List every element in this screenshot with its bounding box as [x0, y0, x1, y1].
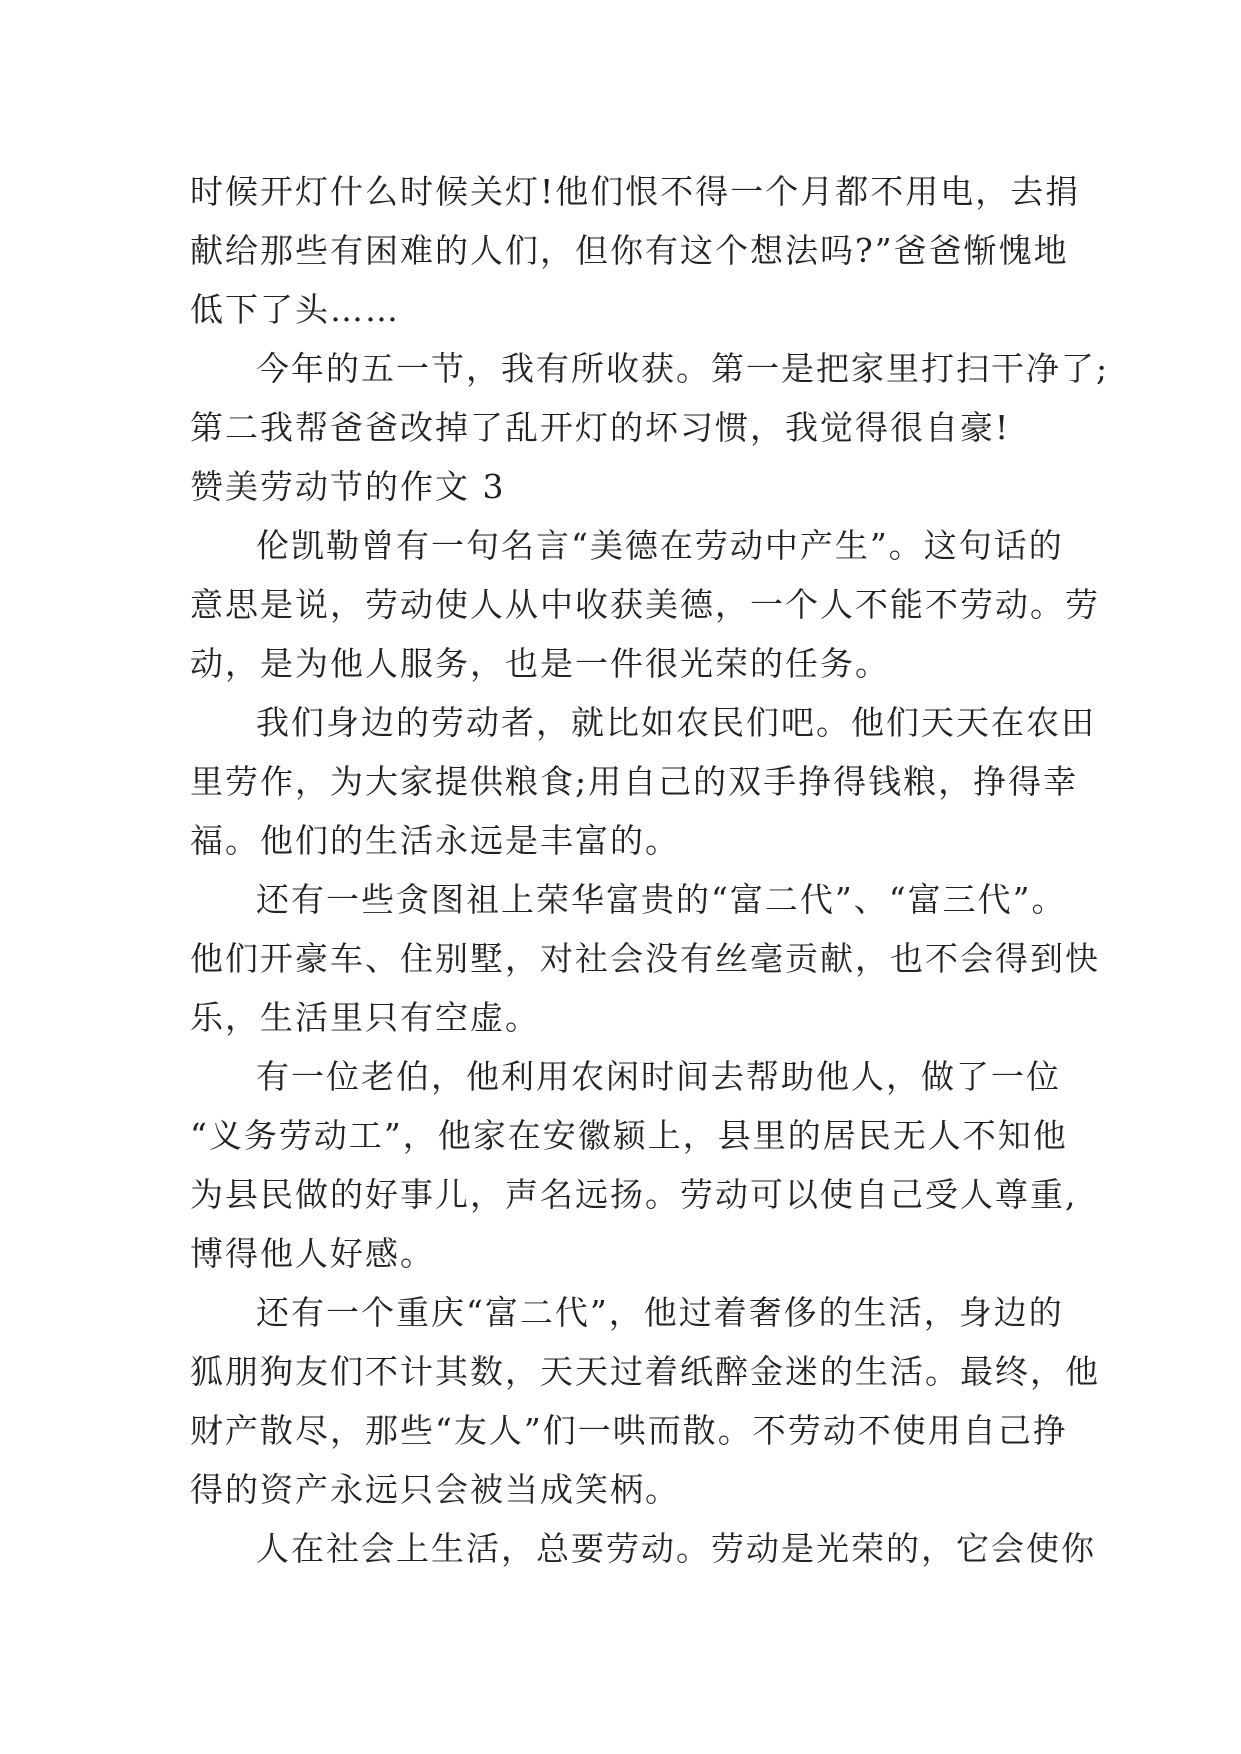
paragraph-start-line: 我们身边的劳动者，就比如农民们吧。他们天天在农田 [256, 703, 1096, 742]
document-body [190, 162, 1110, 1578]
paragraph-start-line: 今年的五一节，我有所收获。第一是把家里打扫干净了; [256, 349, 1110, 388]
paragraph-start-line: 伦凯勒曾有一句名言“美德在劳动中产生”。这句话的 [256, 526, 1064, 565]
text-line: 里劳作，为大家提供粮食;用自己的双手挣得钱粮，挣得幸 [190, 762, 1079, 801]
text-line: 福。他们的生活永远是丰富的。 [190, 821, 680, 860]
text-line: 财产散尽，那些“友人”们一哄而散。不劳动不使用自己挣 [190, 1411, 1068, 1450]
text-line: 他们开豪车、住别墅，对社会没有丝毫贡献，也不会得到快 [190, 939, 1100, 978]
paragraph-start-line: 还有一个重庆“富二代”，他过着奢侈的生活，身边的 [256, 1293, 1064, 1332]
text-line: 低下了头…… [190, 290, 400, 329]
text-line: 意思是说，劳动使人从中收获美德，一个人不能不劳动。劳 [190, 585, 1100, 624]
text-line: 时候开灯什么时候关灯!他们恨不得一个月都不用电，去捐 [190, 172, 1081, 211]
section-heading: 赞美劳动节的作文 3 [190, 467, 506, 506]
paragraph-start-line: 还有一些贪图祖上荣华富贵的“富二代”、“富三代”。 [256, 880, 1067, 919]
text-line: “义务劳动工”，他家在安徽颍上，县里的居民无人不知他 [190, 1116, 1068, 1155]
text-line: 狐朋狗友们不计其数，天天过着纸醉金迷的生活。最终，他 [190, 1352, 1100, 1391]
paragraph-start-line: 人在社会上生活，总要劳动。劳动是光荣的，它会使你 [256, 1529, 1096, 1568]
text-line: 动，是为他人服务，也是一件很光荣的任务。 [190, 644, 890, 683]
text-line: 为县民做的好事儿，声名远扬。劳动可以使自己受人尊重, [190, 1175, 1078, 1214]
text-line: 乐，生活里只有空虚。 [190, 998, 540, 1037]
text-line: 第二我帮爸爸改掉了乱开灯的坏习惯，我觉得很自豪! [190, 408, 1011, 447]
text-line: 博得他人好感。 [190, 1234, 435, 1273]
paragraph-start-line: 有一位老伯，他利用农闲时间去帮助他人，做了一位 [256, 1057, 1061, 1096]
text-line: 得的资产永远只会被当成笑柄。 [190, 1470, 680, 1509]
text-line: 献给那些有困难的人们，但你有这个想法吗?”爸爸惭愧地 [190, 231, 1069, 270]
